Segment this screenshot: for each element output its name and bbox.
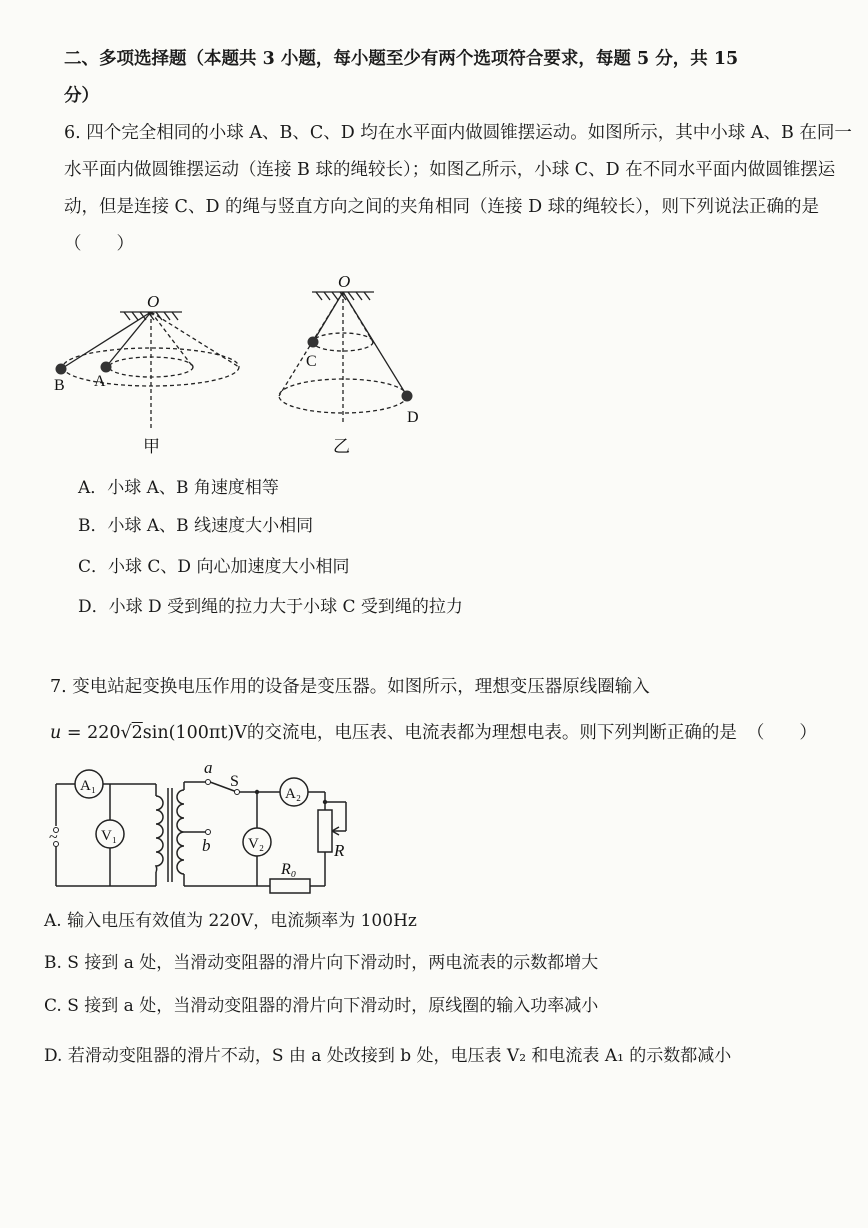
- formula-variable-u: u: [50, 723, 62, 743]
- q7-stem-rest: 的交流电，电压表、电流表都为理想电表。则下列判断正确的是: [246, 723, 737, 743]
- ball-a: [101, 362, 112, 373]
- terminal-b-label: b: [202, 836, 211, 855]
- formula-amplitude: = 220: [61, 723, 121, 743]
- q6-option-a: A．小球 A、B 角速度相等: [78, 478, 279, 498]
- pivot-label-yi: O: [338, 272, 351, 291]
- section-heading: 二、多项选择题（本题共 3 小题，每小题至少有两个选项符合要求，每题 5 分，共 15: [64, 49, 739, 69]
- sqrt-symbol: √: [120, 723, 132, 743]
- pivot-label-jia: O: [147, 292, 160, 311]
- voltmeter-v2-label: V₂: [248, 836, 265, 852]
- resistor-r0: [270, 879, 310, 893]
- ball-label-b: B: [54, 377, 65, 394]
- resistor-r0-label: R₀: [281, 861, 297, 878]
- formula-sine: sin(100πt)V: [142, 723, 247, 743]
- q7-option-a: A. 输入电压有效值为 220V，电流频率为 100Hz: [44, 911, 417, 931]
- q6-stem-line1: 6. 四个完全相同的小球 A、B、C、D 均在水平面内做圆锥摆运动。如图所示，其中小球 A、B 在同一: [64, 123, 852, 143]
- ball-d: [402, 391, 413, 402]
- rheostat-r: [318, 810, 332, 852]
- formula-sqrt-arg: 2: [131, 723, 143, 743]
- ball-label-c: C: [306, 353, 317, 370]
- ball-c: [308, 337, 319, 348]
- ammeter-a1-label: A₁: [80, 778, 97, 794]
- figure-caption-jia: 甲: [143, 437, 160, 456]
- q6-option-b: B．小球 A、B 线速度大小相同: [78, 516, 314, 536]
- ball-label-d: D: [407, 409, 419, 426]
- figure-yi: [270, 270, 440, 460]
- figure-caption-yi: 乙: [333, 437, 350, 456]
- q7-answer-blank: （ ）: [746, 723, 817, 743]
- q6-answer-blank: （ ）: [64, 234, 134, 254]
- voltmeter-v1-label: V₁: [101, 828, 118, 844]
- q6-stem-line3: 动，但是连接 C、D 的绳与竖直方向之间的夹角相同（连接 D 球的绳较长），则下列说法正确的是: [64, 197, 819, 217]
- ac-source-symbol: ~: [49, 829, 58, 846]
- switch-node: [235, 790, 240, 795]
- figure-jia: [44, 290, 254, 460]
- rheostat-label: R: [334, 841, 345, 860]
- terminal-a-label: a: [204, 760, 213, 777]
- q7-stem-line2: [50, 721, 817, 745]
- terminal-a-node: [206, 780, 211, 785]
- ball-b: [56, 364, 67, 375]
- q7-option-b: B. S 接到 a 处，当滑动变阻器的滑片向下滑动时，两电流表的示数都增大: [44, 953, 599, 973]
- q7-stem-line1: 7. 变电站起变换电压作用的设备是变压器。如图所示，理想变压器原线圈输入: [50, 677, 650, 697]
- q6-stem-line2: 水平面内做圆锥摆运动（连接 B 球的绳较长）；如图乙所示，小球 C、D 在不同水平面内做圆锥摆运: [64, 160, 836, 180]
- ball-label-a: A: [94, 373, 106, 390]
- section-heading-cont: 分）: [64, 86, 99, 106]
- q7-option-d: D. 若滑动变阻器的滑片不动，S 由 a 处改接到 b 处，电压表 V₂ 和电流表 A₁ 的示数都减小: [44, 1046, 732, 1066]
- terminal-b-node: [206, 830, 211, 835]
- q6-option-d: D．小球 D 受到绳的拉力大于小球 C 受到绳的拉力: [78, 597, 463, 617]
- transformer-circuit: [40, 760, 360, 900]
- ammeter-a2-label: A₂: [285, 786, 302, 802]
- switch-label: S: [230, 773, 239, 790]
- q6-option-c: C．小球 C、D 向心加速度大小相同: [78, 557, 350, 577]
- q7-option-c: C. S 接到 a 处，当滑动变阻器的滑片向下滑动时，原线圈的输入功率减小: [44, 996, 599, 1016]
